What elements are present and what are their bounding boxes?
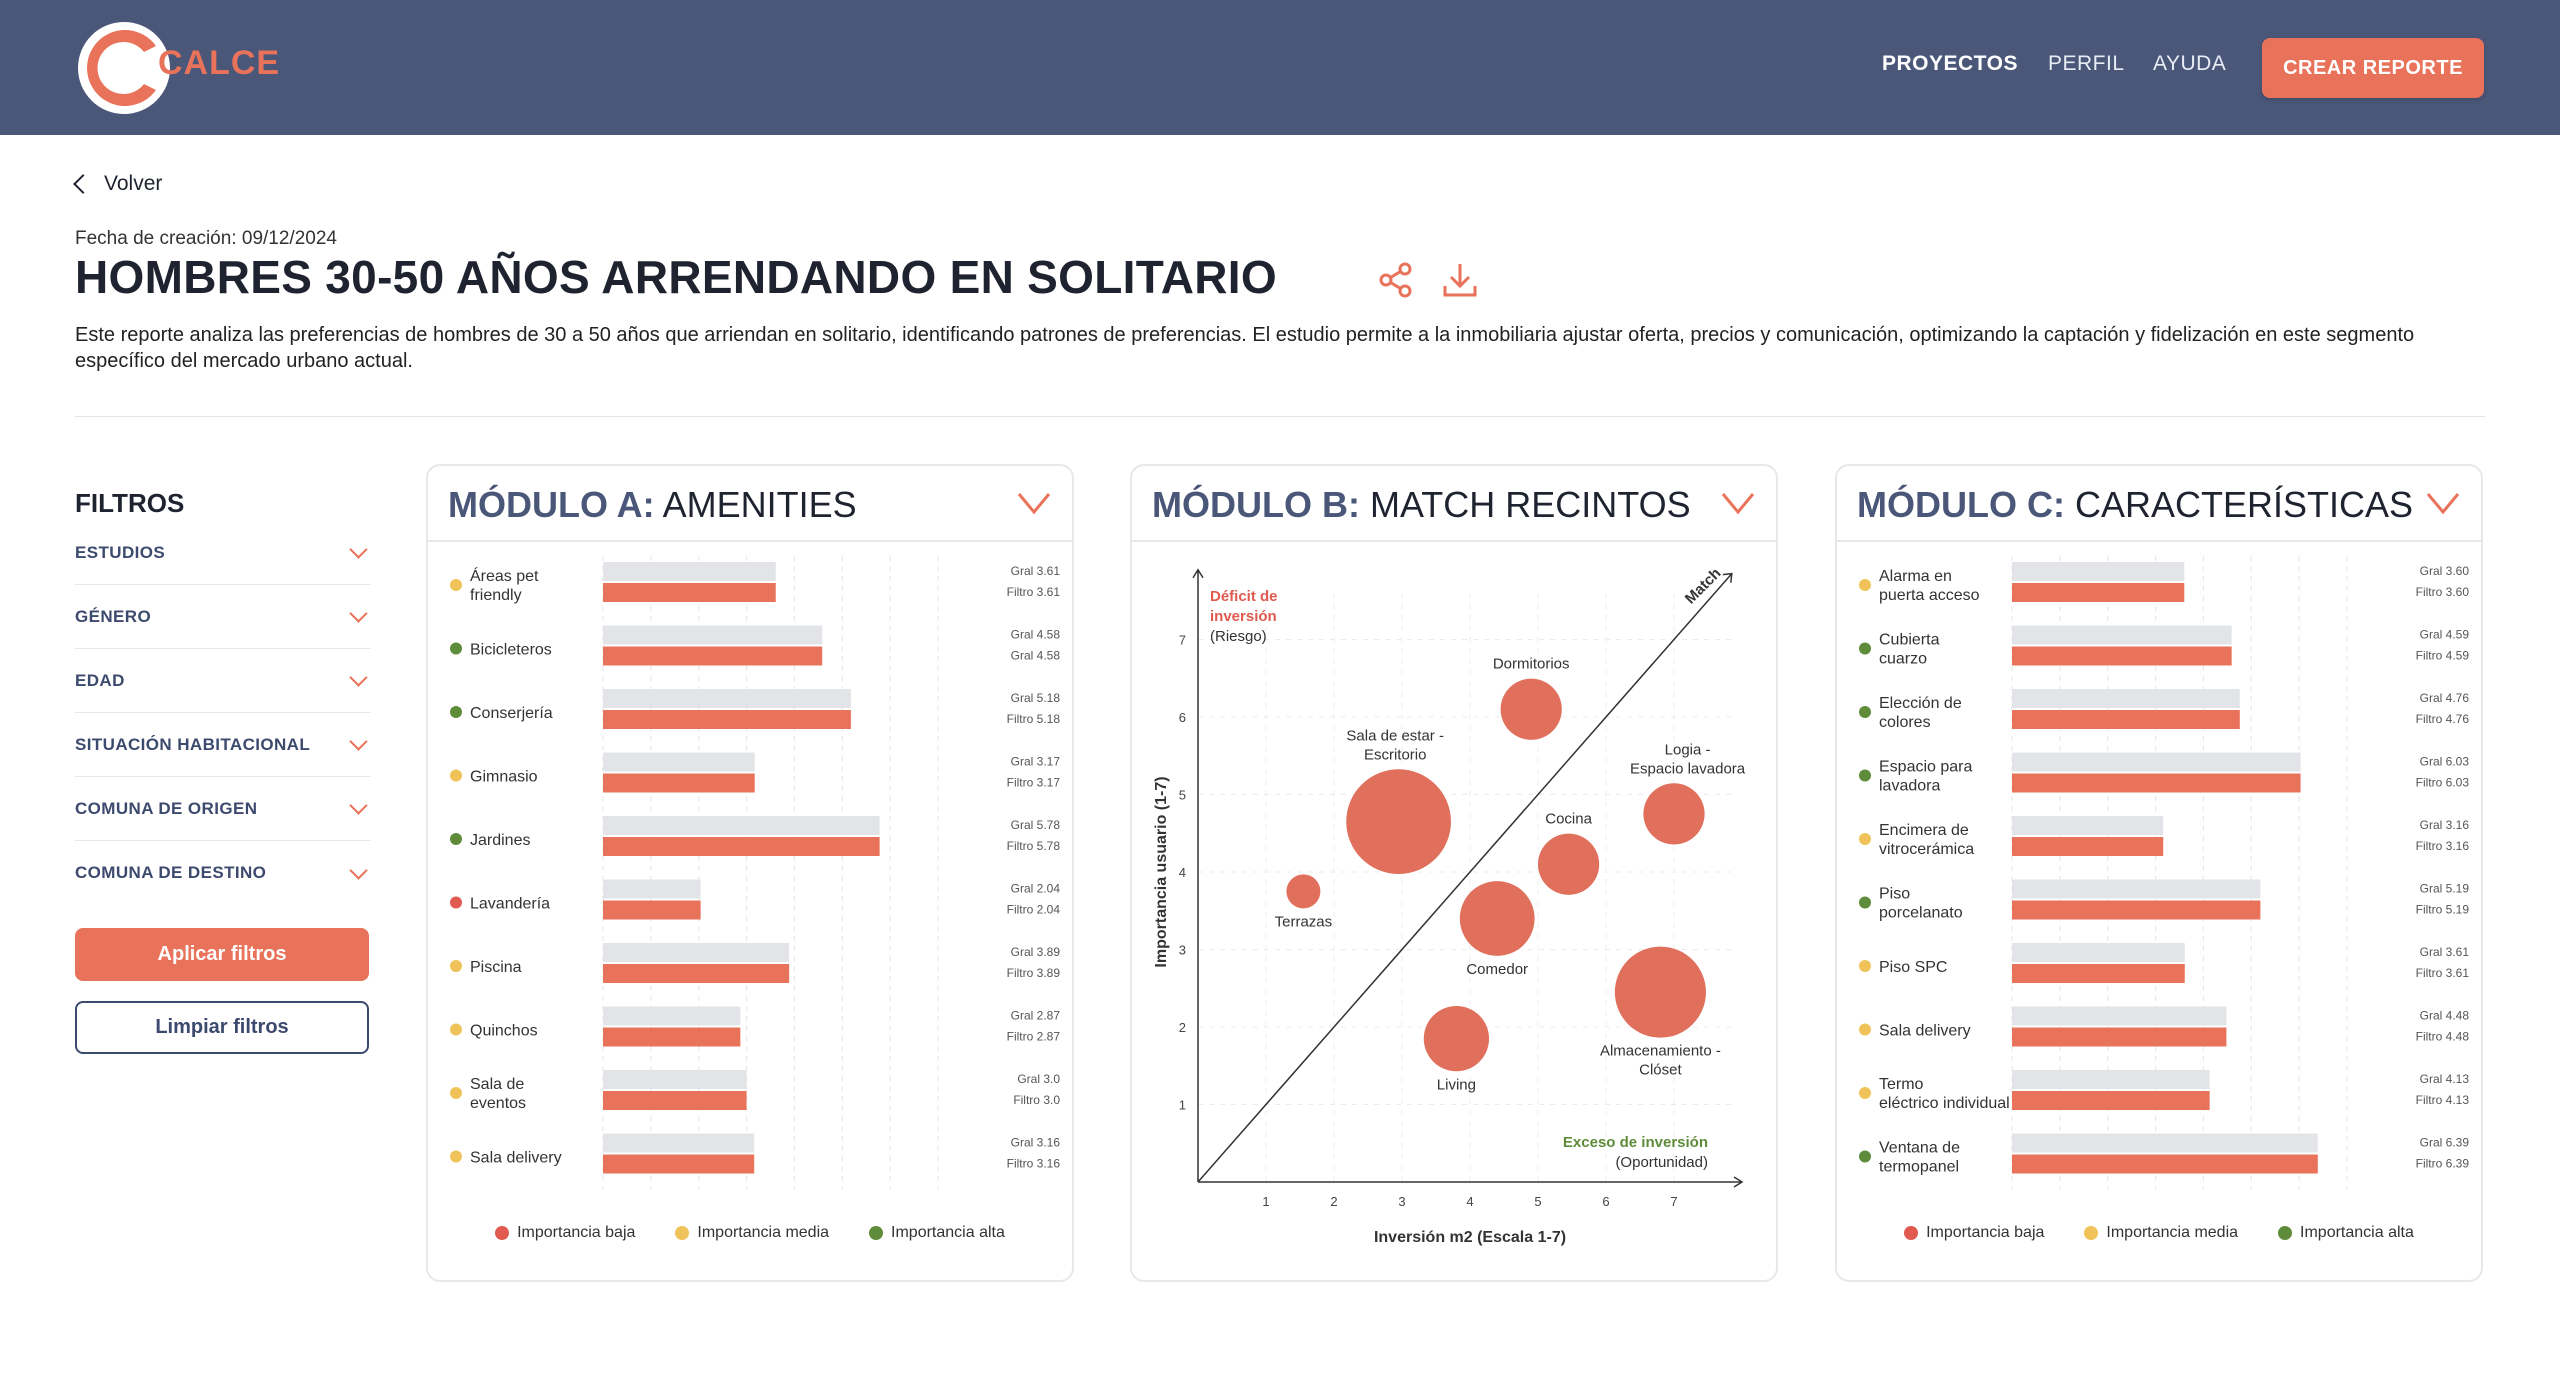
chevron-down-icon [349,796,367,814]
match-label: Match [1681,564,1725,608]
filter-comuna-origen[interactable] [75,777,371,841]
module-b-header[interactable] [1132,466,1776,542]
filtro-value-label: Filtro 3.0 [1013,1093,1060,1107]
row-label: Cubierta cuarzo [1879,631,1940,668]
module-c-legend [1837,1224,2481,1242]
gral-value-label: Gral 5.18 [1010,691,1060,705]
gral-value-label: Gral 3.0 [1017,1072,1060,1086]
importance-dot [450,1024,462,1036]
filtro-value-label: Filtro 3.89 [1006,966,1060,980]
x-tick-label: 2 [1330,1194,1338,1209]
bubble[interactable] [1286,874,1320,908]
gral-value-label: Gral 2.04 [1010,881,1060,896]
gral-value-label: Gral 4.59 [2419,627,2469,642]
deficit-sub-label: (Riesgo) [1210,627,1267,645]
filter-comuna-destino[interactable] [75,841,371,905]
deficit-label: Déficit de inversión [1210,587,1278,625]
bubble-label: Cocina [1545,810,1592,828]
filtro-bar [2012,710,2240,729]
nav-proyectos[interactable]: PROYECTOS [1882,52,2018,75]
gral-value-label: Gral 5.19 [2419,881,2469,896]
create-report-button[interactable]: CREAR REPORTE [2262,38,2484,98]
importance-dot [1859,960,1871,972]
gral-value-label: Gral 4.48 [2419,1008,2469,1023]
gral-bar [2012,753,2301,772]
gral-value-label: Gral 3.60 [2419,564,2469,578]
filtro-bar [2012,583,2184,602]
row-label: Elección de colores [1879,695,1962,731]
module-b-title-bold: MÓDULO B: [1152,484,1360,525]
legend-dot [1904,1226,1918,1240]
filtro-bar [603,583,776,602]
row-label: Conserjería [470,705,553,722]
bubble-label: Comedor [1466,960,1529,978]
filter-estudios[interactable] [75,521,371,585]
caracteristicas-bar-chart [1837,556,2485,1196]
importance-dot [450,1151,462,1163]
gral-bar [2012,1070,2210,1089]
filtro-bar [2012,647,2232,666]
gral-bar [603,880,701,899]
report-description: Este reporte analiza las preferencias de hombres de 30 a 50 años que arriendan en solitario, identificando patrones de preferencias. El estudio permite a la inmobiliaria ajustar oferta, precios y comunicación, optimizando la captación y fidelización en este segmento específico del mercado urbano actual. [75,324,2415,372]
filter-label: GÉNERO [75,606,152,626]
importance-dot [450,897,462,909]
gral-bar [2012,816,2163,835]
filtro-bar [603,901,701,920]
module-c-card [1835,464,2483,1282]
gral-bar [603,562,776,581]
filtro-value-label: Filtro 5.78 [1006,839,1060,853]
nav-perfil[interactable]: PERFIL [2048,52,2125,75]
share-icon[interactable] [1376,260,1416,300]
divider [75,416,2485,417]
row-label: Bicicleteros [470,641,552,659]
filtro-value-label: Filtro 4.59 [2415,648,2469,663]
filtro-value-label: Filtro 3.16 [1006,1156,1060,1171]
importance-dot [450,833,462,845]
chevron-down-icon [349,540,367,558]
filtro-value-label: Filtro 5.19 [2415,902,2469,917]
gral-bar [2012,689,2240,708]
filtro-value-label: Gral 4.58 [1010,648,1060,663]
module-a-title-bold: MÓDULO A: [448,484,655,525]
filtro-bar [603,1028,740,1047]
match-recintos-bubble-chart [1132,542,1780,1282]
row-label: Espacio para lavadora [1879,758,1973,795]
gral-bar [2012,626,2232,645]
row-label: Ventana de termopanel [1879,1139,1960,1176]
importance-dot [450,1087,462,1099]
gral-bar [2012,880,2260,899]
nav-ayuda[interactable]: AYUDA [2153,52,2227,75]
chevron-down-icon[interactable] [2425,488,2461,518]
legend-dot [2084,1226,2098,1240]
row-label: Piso SPC [1879,959,1948,976]
filtro-value-label: Filtro 3.61 [1006,585,1060,599]
y-axis-label: Importancia usuario (1-7) [1153,776,1170,968]
filter-situacion-habitacional[interactable] [75,713,371,777]
bubble-label: Logia -Espacio lavadora [1630,741,1746,778]
row-label: Sala delivery [470,1149,562,1167]
x-tick-label: 5 [1534,1194,1542,1209]
importance-dot [1859,579,1871,591]
chevron-down-icon [349,604,367,622]
importance-dot [1859,897,1871,909]
row-label: Lavandería [470,895,551,913]
importance-dot [450,579,462,591]
legend-low [495,1224,635,1242]
filter-label: COMUNA DE ORIGEN [75,798,258,818]
legend-label: Importancia alta [891,1224,1005,1241]
gral-value-label: Gral 4.58 [1010,627,1060,642]
row-label: Sala delivery [1879,1022,1971,1040]
filtro-value-label: Filtro 3.16 [2415,839,2469,853]
module-a-title [448,484,857,526]
importance-dot [1859,706,1871,718]
module-c-title-rest: CARACTERÍSTICAS [2064,484,2414,525]
bubble-label: Dormitorios [1492,655,1570,673]
x-tick-label: 4 [1466,1194,1474,1209]
gral-bar [603,689,851,708]
legend-label: Importancia media [2106,1224,2239,1241]
module-a-title-rest: AMENITIES [654,484,857,525]
gral-value-label: Gral 4.76 [2419,691,2469,705]
y-tick-label: 3 [1178,942,1186,958]
row-label: Sala de eventos [470,1076,527,1112]
gral-value-label: Gral 6.03 [2419,754,2469,769]
bubble[interactable] [1346,769,1451,874]
gral-value-label: Gral 3.17 [1010,754,1060,769]
report-title: HOMBRES 30-50 AÑOS ARRENDANDO EN SOLITARIO [75,251,1277,303]
module-c-header[interactable] [1837,466,2481,542]
bubble-label: Almacenamiento -Clóset [1599,1042,1721,1079]
chevron-down-icon[interactable] [1720,488,1756,518]
gral-bar [603,626,822,645]
filtro-value-label: Filtro 4.76 [2415,712,2469,726]
excess-sub-label: (Oportunidad) [1615,1154,1708,1172]
filtro-bar [603,1155,754,1174]
module-a-header[interactable] [428,466,1072,542]
filtro-bar [603,710,851,729]
filtro-bar [2012,964,2185,983]
gral-bar [2012,1134,2318,1153]
row-label: Piso porcelanato [1879,885,1963,922]
importance-dot [1859,1151,1871,1163]
chevron-down-icon[interactable] [1016,488,1052,518]
bubble-label: Sala de estar -Escritorio [1346,727,1444,764]
gral-value-label: Gral 6.39 [2419,1135,2469,1150]
importance-dot [1859,833,1871,845]
chevron-down-icon [349,732,367,750]
row-label: Piscina [470,959,522,976]
legend-high [869,1224,1005,1242]
legend-medium [675,1224,829,1242]
y-tick-label: 7 [1178,632,1186,648]
amenities-bar-chart [428,556,1076,1196]
y-tick-label: 6 [1178,710,1186,725]
back-link[interactable] [72,172,162,196]
bubble[interactable] [1615,947,1706,1038]
filter-label: SITUACIÓN HABITACIONAL [75,734,311,754]
legend-low [1904,1224,2044,1242]
x-tick-label: 1 [1262,1194,1270,1209]
row-label: Termo eléctrico individual [1879,1076,2010,1112]
module-a-card [426,464,1074,1282]
row-label: Áreas pet friendly [470,568,539,604]
filtro-value-label: Filtro 2.04 [1006,902,1060,917]
gral-bar [603,1134,754,1153]
filtro-bar [2012,774,2301,793]
y-tick-label: 1 [1178,1097,1186,1113]
apply-filters-button[interactable]: Aplicar filtros [75,928,369,981]
legend-dot [2278,1226,2292,1240]
row-label: Encimera de vitrocerámica [1879,822,1975,858]
filtro-value-label: Filtro 4.13 [2415,1093,2469,1107]
legend-label: Importancia baja [1926,1224,2045,1241]
gral-bar [603,816,880,835]
creation-date: Fecha de creación: 09/12/2024 [75,228,337,249]
legend-dot [675,1226,689,1240]
bubble[interactable] [1643,783,1704,844]
filter-edad[interactable] [75,649,371,713]
filtro-bar [603,837,880,856]
legend-label: Importancia media [697,1224,830,1241]
chevron-left-icon [73,174,93,194]
module-c-title-bold: MÓDULO C: [1857,484,2065,525]
importance-dot [1859,643,1871,655]
filtro-bar [603,774,755,793]
top-navigation-bar [0,0,2560,135]
download-icon[interactable] [1440,260,1480,300]
row-label: Alarma en puerta acceso [1879,568,1980,604]
gral-bar [2012,1007,2226,1026]
clear-filters-button[interactable]: Limpiar filtros [75,1001,369,1054]
gral-value-label: Gral 2.87 [1010,1008,1060,1023]
legend-label: Importancia baja [517,1224,636,1241]
filter-label: EDAD [75,670,125,690]
gral-value-label: Gral 3.16 [2419,818,2469,832]
importance-dot [450,770,462,782]
filter-label: ESTUDIOS [75,542,166,562]
row-label: Gimnasio [470,768,538,786]
y-tick-label: 5 [1178,787,1186,803]
filtro-bar [2012,1028,2226,1047]
module-b-card [1130,464,1778,1282]
filters-title: FILTROS [75,488,185,518]
importance-dot [1859,1087,1871,1099]
bubble[interactable] [1424,1006,1489,1071]
module-c-title [1857,484,2413,526]
filtro-value-label: Filtro 5.18 [1006,712,1060,726]
y-tick-label: 2 [1178,1020,1186,1035]
gral-value-label: Gral 4.13 [2419,1072,2469,1086]
row-label: Jardines [470,832,531,849]
module-b-title-rest: MATCH RECINTOS [1359,484,1691,525]
gral-bar [603,1070,747,1089]
legend-dot [869,1226,883,1240]
importance-dot [450,960,462,972]
filtro-value-label: Filtro 6.03 [2415,775,2469,790]
logo-text: CALCE [158,44,281,82]
row-label: Quinchos [470,1022,538,1040]
importance-dot [1859,1024,1871,1036]
filtro-value-label: Filtro 3.60 [2415,585,2469,599]
filtro-value-label: Filtro 2.87 [1006,1029,1060,1044]
x-axis-label: Inversión m2 (Escala 1-7) [1373,1229,1567,1246]
filtro-value-label: Filtro 3.17 [1006,775,1060,790]
chevron-down-icon [349,668,367,686]
bubble[interactable] [1501,679,1562,740]
gral-value-label: Gral 5.78 [1010,818,1060,832]
x-tick-label: 7 [1670,1194,1678,1209]
gral-bar [603,1007,740,1026]
x-tick-label: 6 [1602,1194,1610,1209]
bubble-label: Living [1436,1076,1477,1094]
gral-value-label: Gral 3.61 [2419,945,2469,959]
filtro-bar [2012,837,2163,856]
importance-dot [450,706,462,718]
filter-label: COMUNA DE DESTINO [75,863,267,882]
bubble-label: Terrazas [1274,913,1333,931]
filtro-bar [2012,901,2260,920]
legend-label: Importancia alta [2300,1224,2414,1241]
filtro-bar [603,647,822,666]
x-tick-label: 3 [1398,1194,1406,1209]
back-label: Volver [104,172,163,195]
gral-value-label: Gral 3.89 [1010,945,1060,959]
chevron-down-icon [349,861,367,879]
gral-bar [603,753,755,772]
y-tick-label: 4 [1178,865,1186,880]
excess-label: Exceso de inversión [1562,1134,1708,1152]
filtro-value-label: Filtro 3.61 [2415,966,2469,980]
importance-dot [450,643,462,655]
legend-dot [495,1226,509,1240]
filtro-bar [2012,1155,2318,1174]
gral-value-label: Gral 3.61 [1010,564,1060,578]
gral-bar [2012,943,2185,962]
filtro-bar [603,964,789,983]
module-a-legend [428,1224,1072,1242]
filtro-bar [2012,1091,2210,1110]
gral-bar [603,943,789,962]
filtro-bar [603,1091,747,1110]
module-b-title [1152,484,1691,526]
bubble[interactable] [1538,834,1599,895]
filtro-value-label: Filtro 4.48 [2415,1029,2469,1044]
importance-dot [1859,770,1871,782]
filtro-value-label: Filtro 6.39 [2415,1156,2469,1171]
gral-value-label: Gral 3.16 [1010,1135,1060,1150]
legend-high [2278,1224,2414,1242]
bubble[interactable] [1460,881,1535,956]
gral-bar [2012,562,2184,581]
filter-genero[interactable] [75,585,371,649]
legend-medium [2084,1224,2238,1242]
